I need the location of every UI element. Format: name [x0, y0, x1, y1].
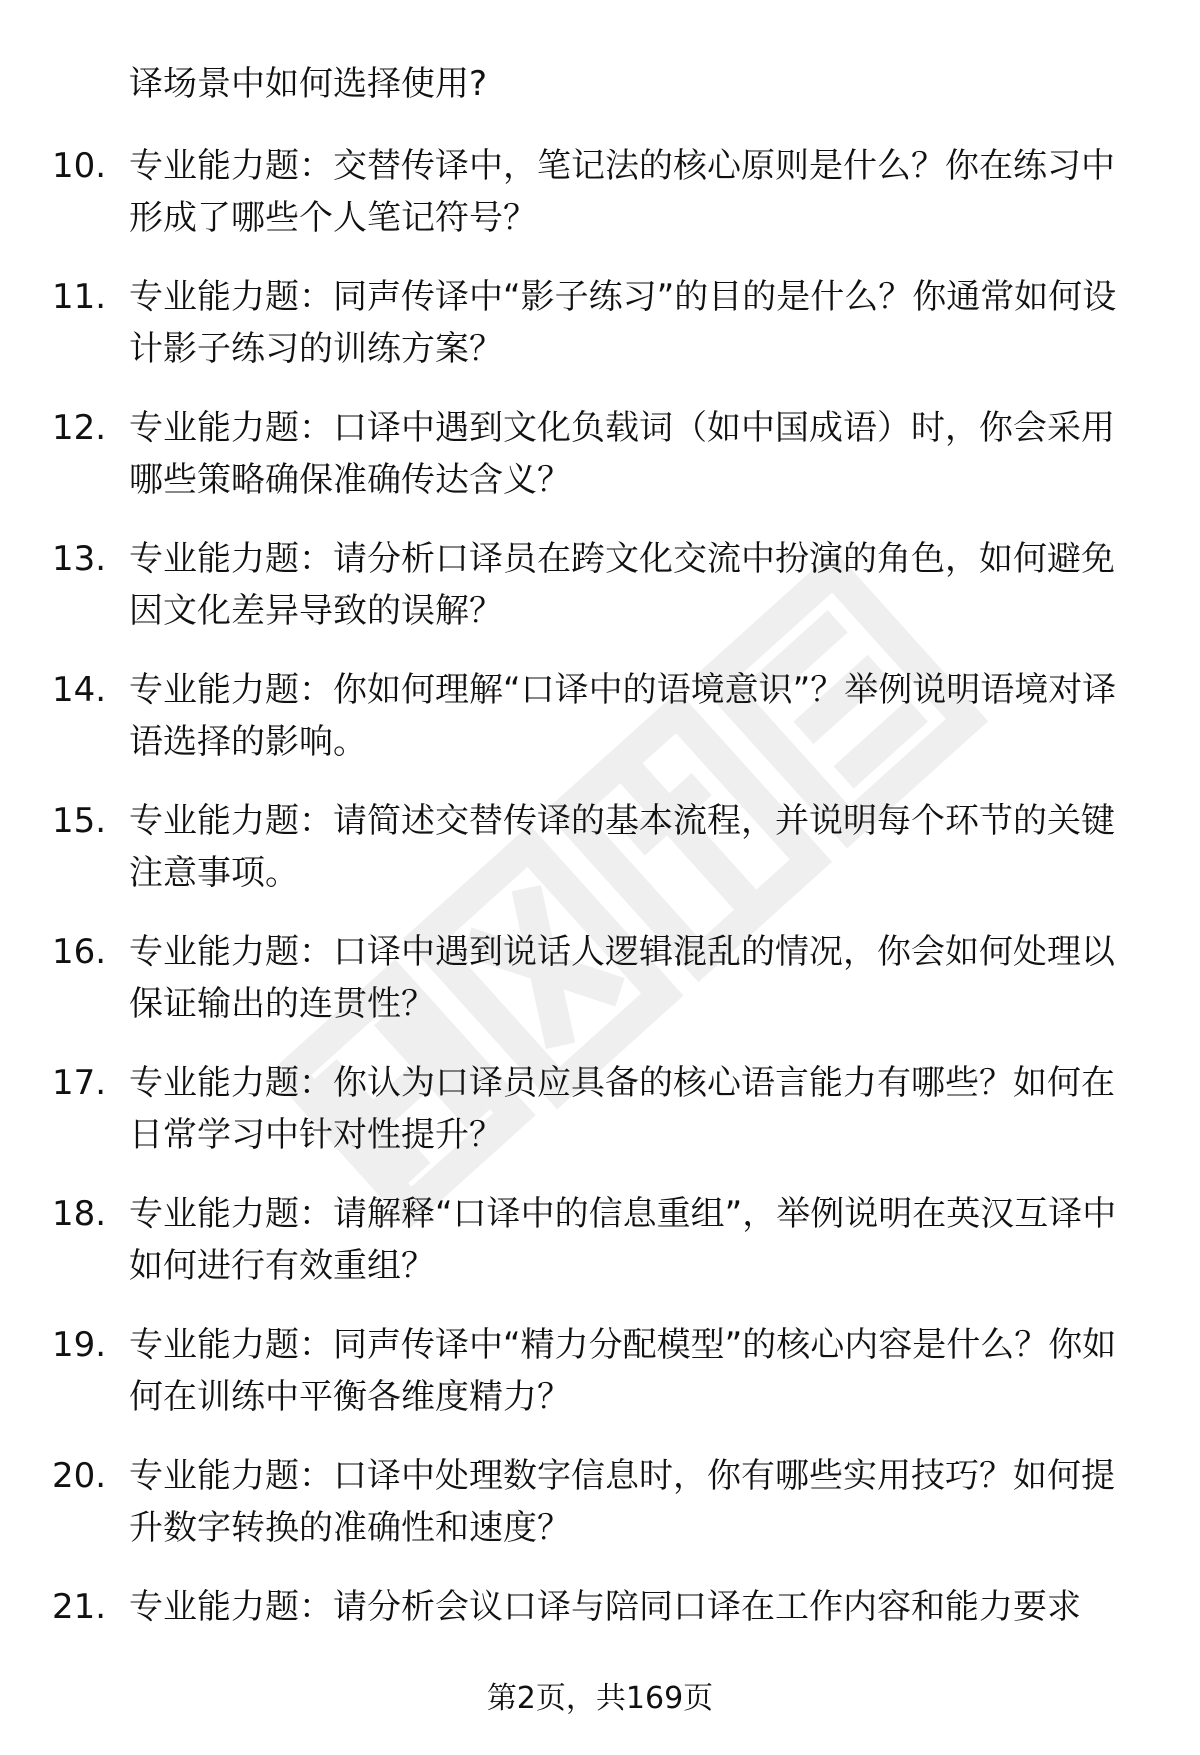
question-item [0, 140, 1200, 271]
continuation-text: 译场景中如何选择使用? [129, 64, 488, 104]
question-number: 12. [52, 408, 107, 448]
question-text: 专业能力题：同声传译中“影子练习”的目的是什么？你通常如何设计影子练习的训练方案？ [129, 277, 1117, 369]
question-text: 专业能力题：请解释“口译中的信息重组”，举例说明在英汉互译中如何进行有效重组？ [129, 1194, 1117, 1286]
question-number: 15. [52, 801, 107, 841]
question-text: 专业能力题：交替传译中，笔记法的核心原则是什么？你在练习中形成了哪些个人笔记符号？ [129, 146, 1115, 238]
question-item [0, 795, 1200, 926]
question-item [0, 664, 1200, 795]
question-item [0, 533, 1200, 664]
question-item [0, 1319, 1200, 1450]
question-text: 专业能力题：口译中遇到文化负载词（如中国成语）时，你会采用哪些策略确保准确传达含义？ [129, 408, 1115, 500]
question-text: 专业能力题：同声传译中“精力分配模型”的核心内容是什么？你如何在训练中平衡各维度精力？ [129, 1325, 1117, 1417]
question-item [0, 402, 1200, 533]
question-number: 20. [52, 1456, 107, 1496]
question-text: 专业能力题：请分析口译员在跨文化交流中扮演的角色，如何避免因文化差异导致的误解？ [129, 539, 1115, 631]
question-number: 21. [52, 1587, 107, 1627]
question-number: 19. [52, 1325, 107, 1365]
question-number: 18. [52, 1194, 107, 1234]
question-item [0, 1188, 1200, 1319]
question-item [0, 926, 1200, 1057]
question-item [0, 1450, 1200, 1581]
question-number: 10. [52, 146, 107, 186]
question-text: 专业能力题：你如何理解“口译中的语境意识”？举例说明语境对译语选择的影响。 [129, 670, 1117, 762]
question-text: 专业能力题：口译中处理数字信息时，你有哪些实用技巧？如何提升数字转换的准确性和速度？ [129, 1456, 1115, 1548]
question-item [0, 271, 1200, 402]
question-text: 专业能力题：口译中遇到说话人逻辑混乱的情况，你会如何处理以保证输出的连贯性？ [129, 932, 1115, 1024]
question-number: 17. [52, 1063, 107, 1103]
question-list [0, 140, 1200, 1712]
question-item [0, 1057, 1200, 1188]
question-text: 专业能力题：你认为口译员应具备的核心语言能力有哪些？如何在日常学习中针对性提升？ [129, 1063, 1115, 1155]
question-number: 13. [52, 539, 107, 579]
question-number: 11. [52, 277, 107, 317]
question-text: 专业能力题：请简述交替传译的基本流程，并说明每个环节的关键注意事项。 [129, 801, 1115, 893]
question-number: 14. [52, 670, 107, 710]
question-number: 16. [52, 932, 107, 972]
page-footer: 第2页，共169页 [486, 1681, 714, 1716]
question-text: 专业能力题：请分析会议口译与陪同口译在工作内容和能力要求 [129, 1587, 1081, 1627]
